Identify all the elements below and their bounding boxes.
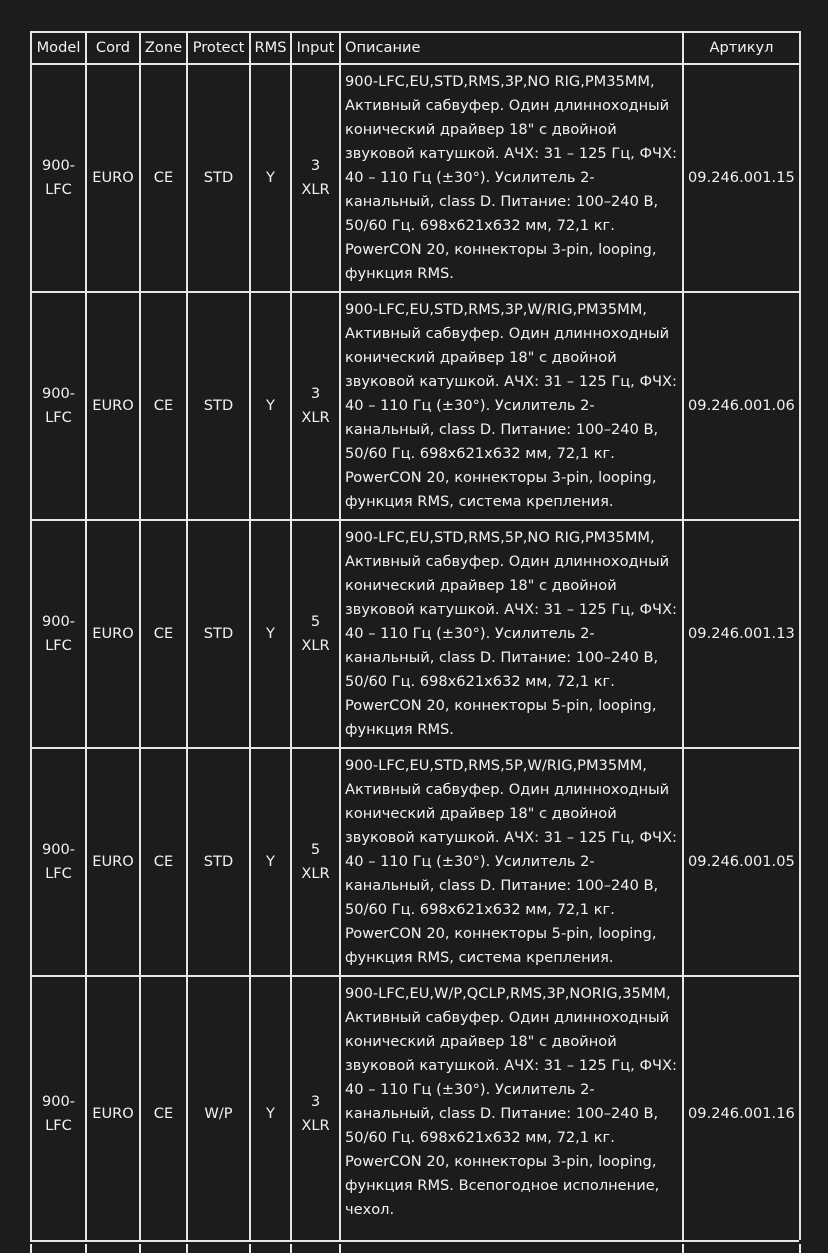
header-description: Описание bbox=[340, 32, 683, 64]
cell-zone: CE bbox=[140, 520, 187, 748]
cell-protect: STD bbox=[187, 520, 250, 748]
cell-input: 5 XLR bbox=[291, 520, 340, 748]
header-input: Input bbox=[291, 32, 340, 64]
cell-zone: CE bbox=[140, 976, 187, 1252]
cell-description: 900-LFC,EU,STD,RMS,5P,NO RIG,PM35MM, Активный сабвуфер. Один длинноходный конический драйвер 18" с двойной звуковой катушкой. АЧХ: 31 – 125 Гц, ФЧХ: 40 – 110 Гц (±30°). Усилитель 2-канальный, class D. Питание: 100–240 В, 50/60 Гц. 698x621x632 мм, 72,1 кг. PowerCON 20, коннекторы 5-pin, looping, функция RMS. bbox=[340, 520, 683, 748]
cell-sku: 09.246.001.15 bbox=[683, 64, 800, 292]
cell-description: 900-LFC,EU,W/P,QCLP,RMS,3P,NORIG,35MM, Активный сабвуфер. Один длинноходный конический драйвер 18" с двойной звуковой катушкой. АЧХ: 31 – 125 Гц, ФЧХ: 40 – 110 Гц (±30°). Усилитель 2-канальный, class D. Питание: 100–240 В, 50/60 Гц. 698x621x632 мм, 72,1 кг. PowerCON 20, коннекторы 3-pin, looping, функция RMS. Всепогодное исполнение, чехол. bbox=[340, 976, 683, 1252]
cell-sku: 09.246.001.13 bbox=[683, 520, 800, 748]
header-rms: RMS bbox=[250, 32, 291, 64]
table-row bbox=[31, 976, 800, 1252]
cell-cord: EURO bbox=[86, 520, 140, 748]
cell-description: 900-LFC,EU,STD,RMS,5P,W/RIG,PM35MM, Активный сабвуфер. Один длинноходный конический драйвер 18" с двойной звуковой катушкой. АЧХ: 31 – 125 Гц, ФЧХ: 40 – 110 Гц (±30°). Усилитель 2-канальный, class D. Питание: 100–240 В, 50/60 Гц. 698x621x632 мм, 72,1 кг. PowerCON 20, коннекторы 5-pin, looping, функция RMS, система крепления. bbox=[340, 748, 683, 976]
table-header-row bbox=[31, 32, 800, 64]
cell-description: 900-LFC,EU,STD,RMS,3P,W/RIG,PM35MM, Активный сабвуфер. Один длинноходный конический драйвер 18" с двойной звуковой катушкой. АЧХ: 31 – 125 Гц, ФЧХ: 40 – 110 Гц (±30°). Усилитель 2-канальный, class D. Питание: 100–240 В, 50/60 Гц. 698x621x632 мм, 72,1 кг. PowerCON 20, коннекторы 3-pin, looping, функция RMS, система крепления. bbox=[340, 292, 683, 520]
cell-cord: EURO bbox=[86, 64, 140, 292]
cell-model: 900-LFC bbox=[31, 520, 86, 748]
cell-model: 900-LFC bbox=[31, 64, 86, 292]
cell-input: 3 XLR bbox=[291, 64, 340, 292]
cell-rms: Y bbox=[250, 64, 291, 292]
cell-sku: 09.246.001.16 bbox=[683, 976, 800, 1252]
cell-description: 900-LFC,EU,STD,RMS,3P,NO RIG,PM35MM, Активный сабвуфер. Один длинноходный конический драйвер 18" с двойной звуковой катушкой. АЧХ: 31 – 125 Гц, ФЧХ: 40 – 110 Гц (±30°). Усилитель 2-канальный, class D. Питание: 100–240 В, 50/60 Гц. 698x621x632 мм, 72,1 кг. PowerCON 20, коннекторы 3-pin, looping, функция RMS. bbox=[340, 64, 683, 292]
cell-rms: Y bbox=[250, 292, 291, 520]
cell-model: 900-LFC bbox=[31, 976, 86, 1252]
cell-protect: STD bbox=[187, 64, 250, 292]
cell-protect: W/P bbox=[187, 976, 250, 1252]
cell-rms: Y bbox=[250, 976, 291, 1252]
table-row bbox=[31, 64, 800, 292]
cell-zone: CE bbox=[140, 292, 187, 520]
table-row bbox=[31, 292, 800, 520]
cell-protect: STD bbox=[187, 292, 250, 520]
product-spec-table bbox=[30, 31, 801, 1253]
header-model: Model bbox=[31, 32, 86, 64]
cell-input: 5 XLR bbox=[291, 748, 340, 976]
header-protect: Protect bbox=[187, 32, 250, 64]
header-zone: Zone bbox=[140, 32, 187, 64]
cell-protect: STD bbox=[187, 748, 250, 976]
table-row bbox=[31, 748, 800, 976]
cell-model: 900-LFC bbox=[31, 292, 86, 520]
cell-zone: CE bbox=[140, 64, 187, 292]
cell-cord: EURO bbox=[86, 748, 140, 976]
cell-sku: 09.246.001.06 bbox=[683, 292, 800, 520]
cell-model: 900-LFC bbox=[31, 748, 86, 976]
header-sku: Артикул bbox=[683, 32, 800, 64]
table-bottom-divider bbox=[30, 1240, 799, 1242]
cell-input: 3 XLR bbox=[291, 292, 340, 520]
table-row bbox=[31, 520, 800, 748]
cell-cord: EURO bbox=[86, 976, 140, 1252]
cell-sku: 09.246.001.05 bbox=[683, 748, 800, 976]
cell-cord: EURO bbox=[86, 292, 140, 520]
header-cord: Cord bbox=[86, 32, 140, 64]
cell-rms: Y bbox=[250, 748, 291, 976]
cell-input: 3 XLR bbox=[291, 976, 340, 1252]
cell-zone: CE bbox=[140, 748, 187, 976]
cell-rms: Y bbox=[250, 520, 291, 748]
